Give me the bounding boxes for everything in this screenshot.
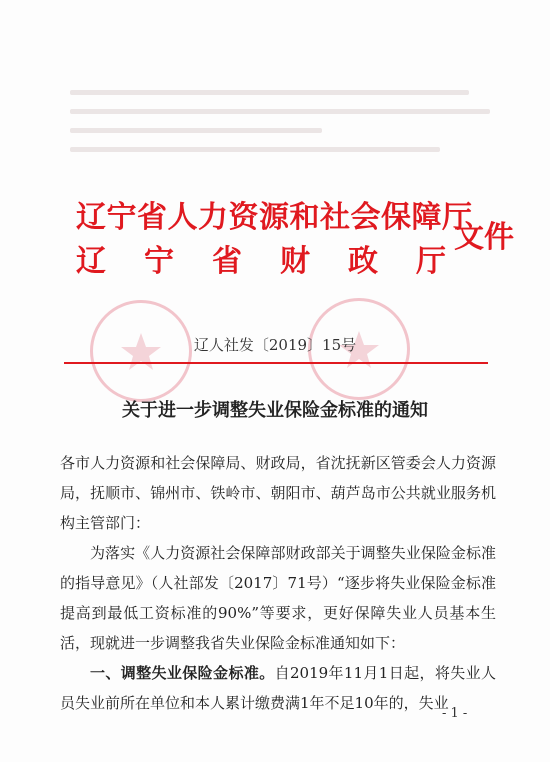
- section-1-heading: 一、调整失业保险金标准。: [90, 664, 275, 682]
- paragraph-1: 为落实《人力资源社会保障部财政部关于调整失业保险金标准的指导意见》（人社部发〔2017〕71号）“逐步将失业保险金标准提高到最低工资标准的90%”等要求，更好保障失业人员基本生活，现就进一步调整我省失业保险金标准通知如下：: [60, 544, 496, 652]
- header-line-2: [76, 236, 446, 280]
- header-line-1: 辽宁省人力资源和社会保障厅: [76, 200, 473, 235]
- header-line-2-char: 宁: [144, 244, 174, 279]
- document-title: 关于进一步调整失业保险金标准的通知: [122, 400, 428, 421]
- red-divider-line: [64, 362, 488, 364]
- header-line-2-char: 省: [212, 244, 242, 279]
- section-1-paragraph: [60, 658, 496, 718]
- header-line-2-char: 财: [280, 244, 310, 279]
- header-line-2-char: 政: [348, 244, 378, 279]
- document-body: [60, 448, 496, 718]
- header-document-label: 文件: [454, 220, 514, 255]
- document-number: 辽人社发〔2019〕15号: [193, 336, 357, 354]
- header-line-2-char: 厅: [416, 244, 446, 279]
- issuing-authority-header: [76, 192, 514, 292]
- section-1-text: 自2019年11月1日起，将失业人员失业前所在单位和本人累计缴费满1年不足10年的，失业: [60, 664, 496, 712]
- addressee-paragraph: 各市人力资源和社会保障局、财政局，省沈抚新区管委会人力资源局，抚顺市、锦州市、铁岭市、朝阳市、葫芦岛市公共就业服务机构主管部门：: [60, 454, 496, 532]
- page-number: - 1 -: [442, 706, 468, 721]
- header-line-2-char: 辽: [76, 244, 106, 279]
- bleed-through-text: [70, 90, 490, 180]
